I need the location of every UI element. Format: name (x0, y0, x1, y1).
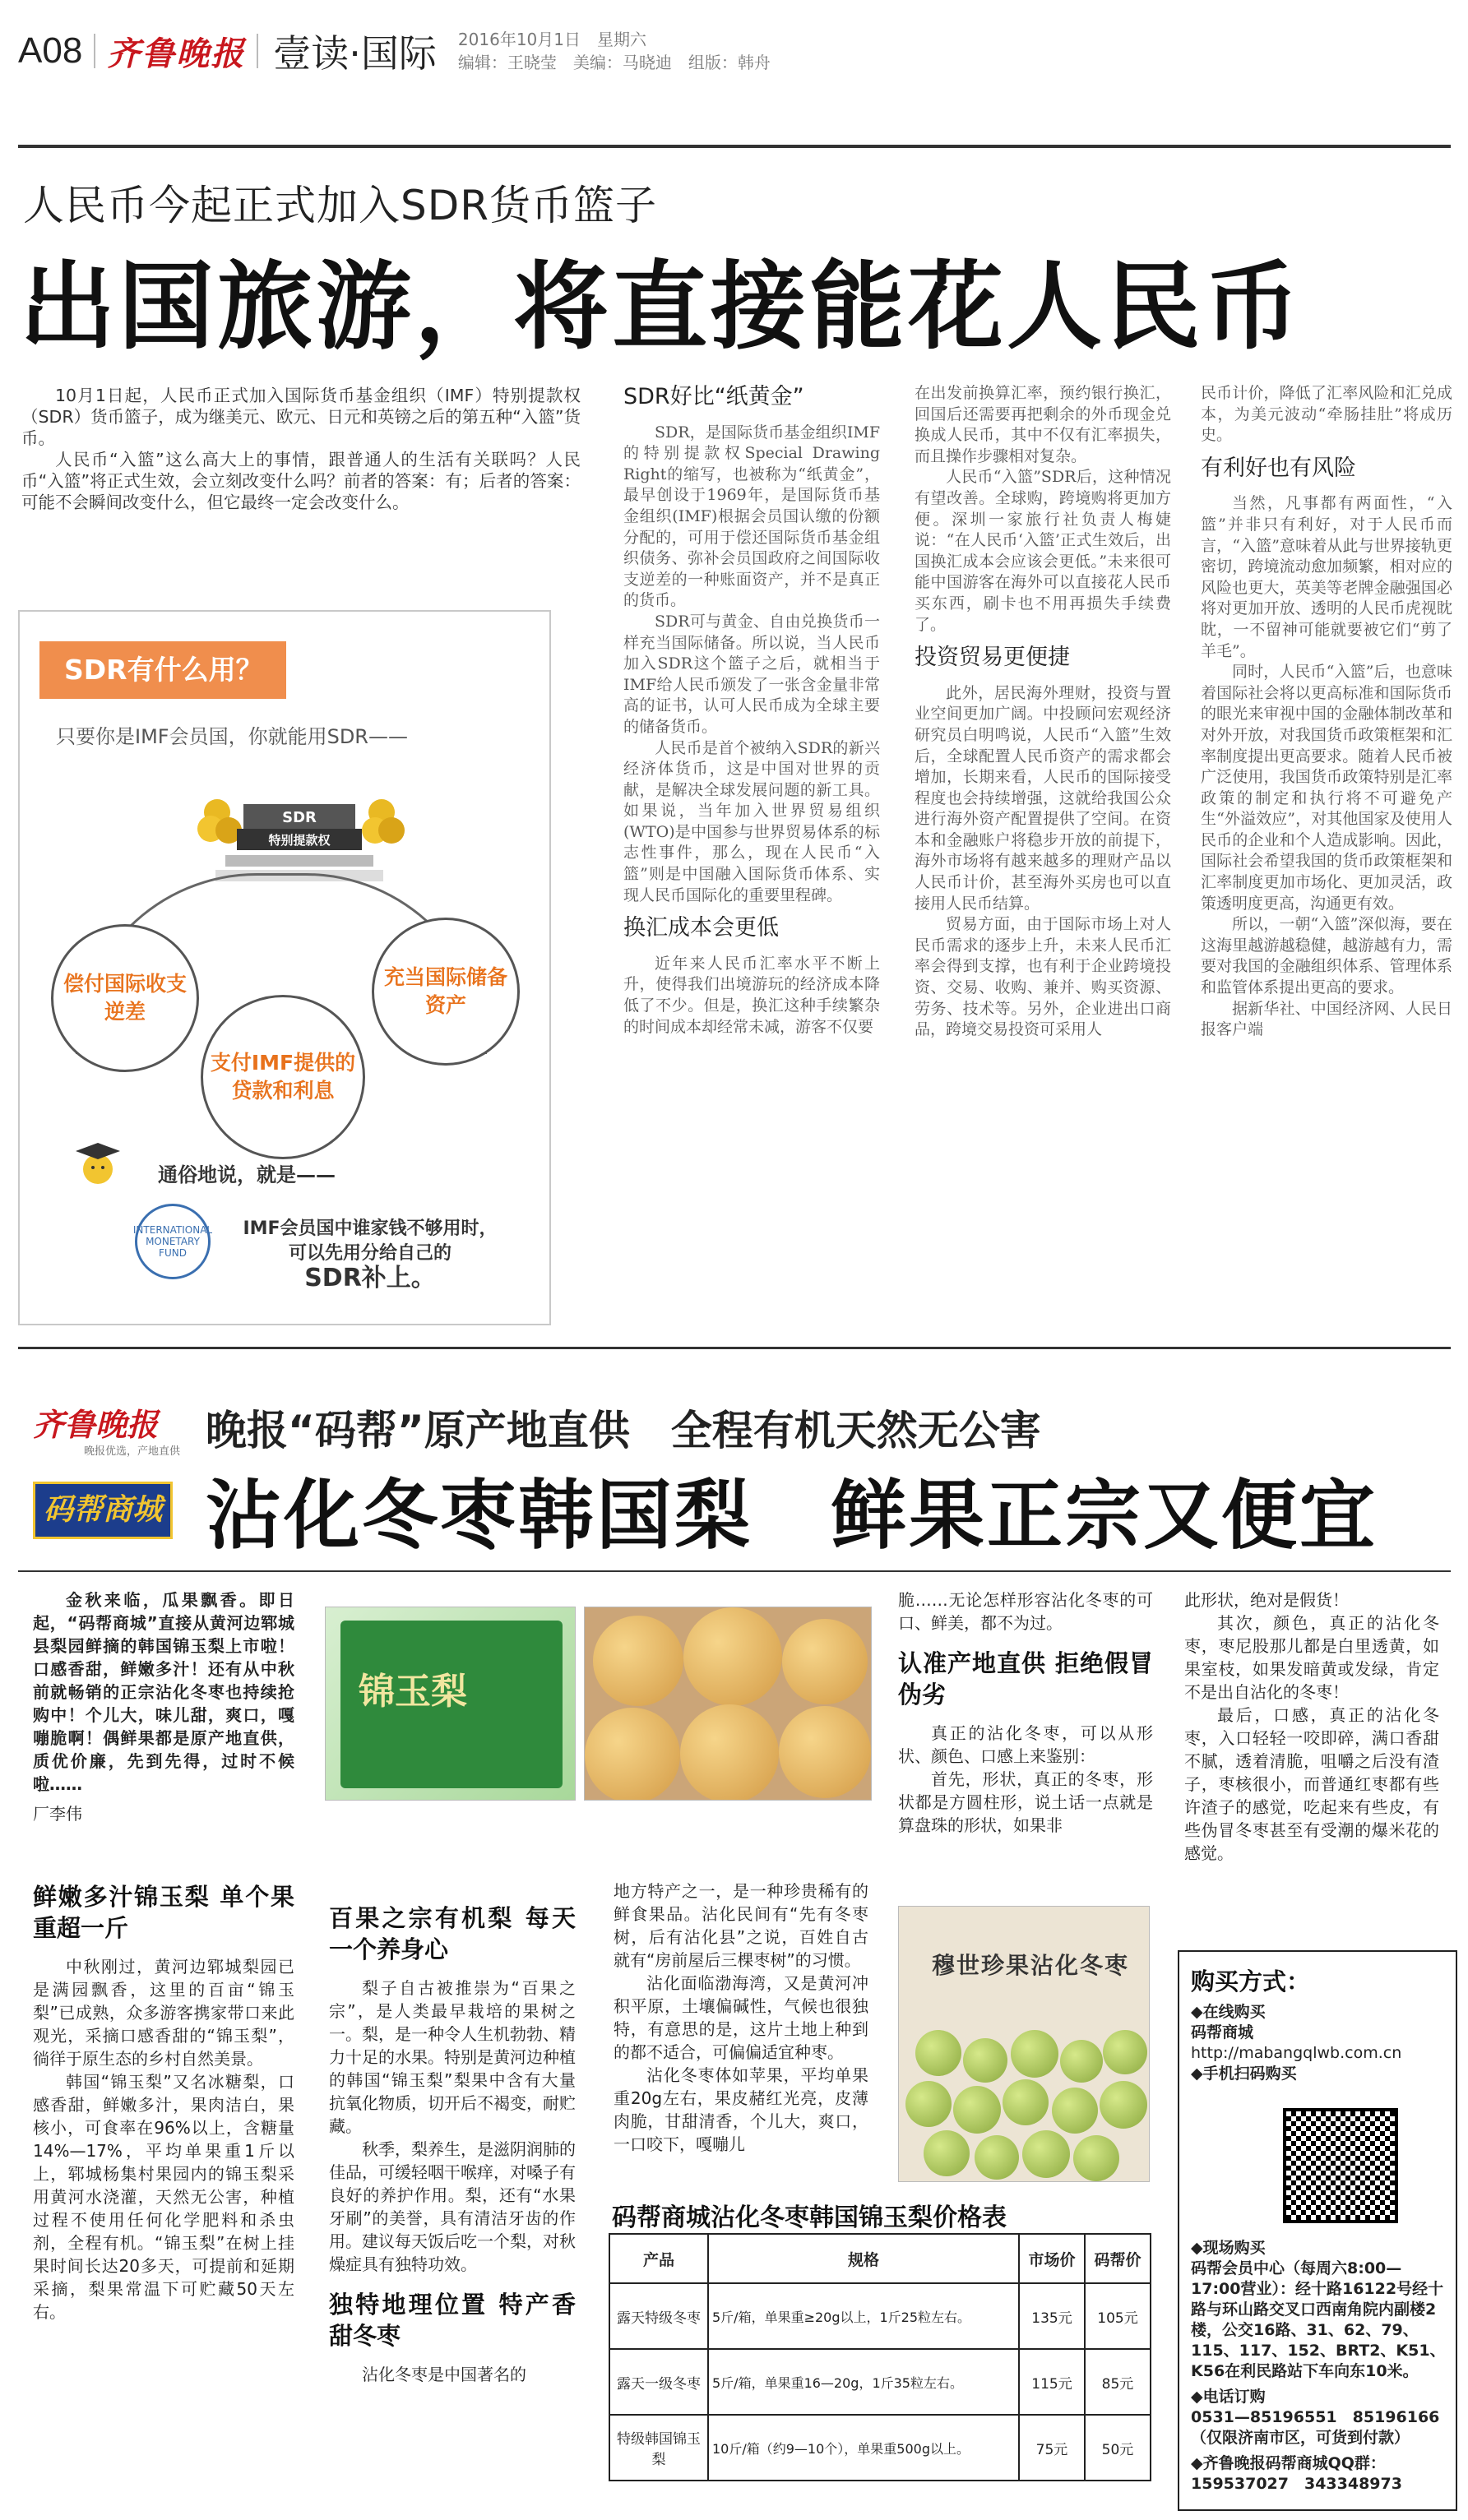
section-heading: 鲜嫩多汁锦玉梨 单个果重超一斤 (33, 1883, 294, 1942)
table-header-row (609, 2234, 1151, 2283)
paragraph: 梨子自古被推崇为“百果之宗”，是人类最早栽培的果树之一。梨，是一种令人生机勃勃、精力十足的水果。特别是黄河边种植的韩国“锦玉梨”梨果中含有大量抗氧化物质，切开后不褐变，耐贮藏。 (329, 1978, 576, 2136)
pears-photo (584, 1607, 872, 1801)
cell-spec: 5斤/箱，单果重≥20g以上，1斤25粒左右。 (708, 2283, 1019, 2349)
cell-market-price: 115元 (1019, 2349, 1085, 2415)
table-row (609, 2415, 1151, 2481)
ad-headline: 沾化冬枣韩国梨 鲜果正宗又便宜 (206, 1472, 1378, 1560)
gift-box-label: 锦玉梨 (359, 1671, 467, 1713)
price-table-title: 码帮商城沾化冬枣韩国锦玉梨价格表 (612, 2203, 1007, 2232)
paragraph: 沾化冬枣体如苹果，平均单果重20g左右，果皮赭红光亮，皮薄肉脆，甘甜清香，个儿大，爽口，一口咬下，嘎嘣儿 (614, 2065, 868, 2154)
divider (94, 34, 95, 68)
editor-credits: 编辑：王晓莹 美编：马晓迪 组版：韩舟 (457, 53, 771, 72)
story-column-1 (623, 386, 880, 1038)
phone-label: ◆电话订购 (1191, 2388, 1266, 2406)
qq-text: 159537027 343348973 (1191, 2475, 1402, 2493)
paragraph: 所以，一朝“入篮”深似海，要在这海里越游越稳健，越游越有力，需要对我国的金融组织体系、管理体系和监管体系提出更高的要求。 (1201, 915, 1452, 997)
pear-gift-box-photo (325, 1607, 576, 1801)
column-header: 码帮价 (1085, 2234, 1151, 2283)
ad-paper-logo: 齐鲁晚报 (33, 1406, 159, 1443)
ad-subheadline: 晚报“码帮”原产地直供 全程有机天然无公害 (206, 1407, 1041, 1454)
jujube-photo-caption: 穆世珍果沾化冬枣 (932, 1952, 1130, 1979)
section-heading: 独特地理位置 特产香甜冬枣 (329, 2291, 576, 2350)
paragraph: 中秋刚过，黄河边郓城梨园已是满园飘香，这里的百亩“锦玉梨”已成熟，众多游客携家带口来此观光，采摘口感香甜的“锦玉梨”，徜徉于原生态的乡村自然美景。 (33, 1957, 294, 2069)
paragraph: 人民币“入篮”SDR后，这种情况有望改善。全球购，跨境购将更加方便。深圳一家旅行社负责人梅婕说：“在人民币‘入篮’正式生效后，出国换汇成本会应该会更低。”未来很可能中国游客在海外可以直接花人民币买东西，刷卡也不用再损失手续费了。 (915, 468, 1171, 634)
paragraph: 人民币“入篮”这么高大上的事情，跟普通人的生活有关联吗？人民币“入篮”将正式生效，会立刻改变什么吗？前者的答案：有；后者的答案：可能不会瞬间改变什么，但它最终一定会改变什么。 (21, 450, 581, 512)
paragraph: 人民币是首个被纳入SDR的新兴经济体货币，这是中国对世界的贡献，是解决全球发展问题的新工具。如果说，当年加入世界贸易组织(WTO)是中国参与世界贸易体系的标志性事件，那么，现在人民币“入篮”则是中国融入国际货币体系、实现人民币国际化的重要里程碑。 (623, 738, 880, 904)
column-header: 市场价 (1019, 2234, 1085, 2283)
edition-meta (458, 28, 771, 74)
section-heading: SDR好比“纸黄金” (623, 384, 804, 409)
story-column-3 (1201, 383, 1452, 1041)
paragraph: 此形状，绝对是假货！ (1184, 1590, 1349, 1610)
paper-logo: 齐鲁晚报 (107, 34, 246, 73)
paragraph: 同时，人民币“入篮”后，也意味着国际社会将以更高标准和国际货币的眼光来审视中国的金融体制改革和对外开放，对我国货币政策框架和汇率制度提出更高要求。随着人民币被广泛使用，我国货币政策特别是汇率政策的制定和执行将不可避免产生“外溢效应”，对其他国家及使用人民币的企业和个人造成影响。因此，国际社会希望我国的货币政策框架和汇率制度更加市场化、更加灵活，政策透明度更高，沟通更有效。 (1201, 663, 1452, 913)
section-heading: 百果之宗有机梨 每天一个养身心 (329, 1904, 576, 1963)
qr-code-icon[interactable] (1283, 2108, 1398, 2223)
section-heading: 换汇成本会更低 (623, 915, 779, 941)
ad-intro (33, 1588, 294, 1825)
paragraph: 最后，口感，真正的沾化冬枣，入口轻轻一咬即碎，满口香甜不腻，透着清脆，咀嚼之后没有渣子，枣核很小，而普通红枣都有些许渣子的感觉，吃起来有些皮，有些伪冒冬枣甚至有受潮的爆米花的感觉。 (1184, 1705, 1439, 1863)
imf-seal-icon: INTERNATIONAL MONETARY FUND (135, 1204, 211, 1279)
phone-text: 0531—85196551 85196166（仅限济南市区，可货到付款） (1191, 2408, 1440, 2447)
jujube-photo (898, 1906, 1150, 2182)
cell-spec: 10斤/箱（约9—10个），单果重500g以上。 (708, 2415, 1019, 2481)
ad-column-3 (614, 1880, 868, 2156)
mabang-mall-badge: 码帮商城 (33, 1482, 173, 1539)
cell-mabang-price: 105元 (1085, 2283, 1151, 2349)
source-credit: 据新华社、中国经济网、人民日报客户端 (1201, 999, 1452, 1039)
divider (257, 34, 258, 68)
headline: 出国旅游，将直接能花人民币 (20, 252, 1303, 363)
ad-column-5 (1184, 1588, 1439, 1865)
paragraph: 近年来人民币汇率水平不断上升，使得我们出境游玩的经济成本降低了不少。但是，换汇这种手续繁杂的时间成本却经常未减，游客不仅要 (623, 954, 880, 1036)
cell-product: 露天一级冬枣 (609, 2349, 708, 2415)
section-heading: 有利好也有风险 (1201, 455, 1356, 481)
store-label: ◆现场购买 (1191, 2239, 1266, 2257)
mobile-label: ◆手机扫码购买 (1191, 2065, 1297, 2083)
paragraph: 地方特产之一，是一种珍贵稀有的鲜食果品。沾化民间有“先有冬枣树，后有沾化县”之说，百姓自古就有“房前屋后三棵枣树”的习惯。 (614, 1881, 868, 1970)
section-heading: 认准产地直供 拒绝假冒伪劣 (898, 1649, 1153, 1709)
column-header: 规格 (708, 2234, 1019, 2283)
online-label: ◆在线购买 (1191, 2003, 1266, 2021)
online-name: 码帮商城 (1191, 2023, 1254, 2041)
paragraph: 其次，颜色，真正的沾化冬枣，枣尼股那儿都是白里透黄，如果室枝，如果发暗黄或发绿，肯定不是出自沾化的冬枣！ (1184, 1613, 1439, 1702)
cell-mabang-price: 85元 (1085, 2349, 1151, 2415)
paragraph: SDR，是国际货币基金组织IMF的特别提款权Special Drawing Right的缩写，也被称为“纸黄金”，最早创设于1969年，是国际货币基金组织(IMF)根据会员国认缴的份额分配的，可用于偿还国际货币基金组织债务、弥补会员国政府之间国际收支逆差的一种账面资产，并不是真正的货币。 (623, 423, 880, 610)
platform-label: SDR (282, 809, 317, 826)
paragraph: 沾化面临渤海湾，又是黄河冲积平原，土壤偏碱性，气候也很独特，有意思的是，这片土地上种到的都不适合，可偏偏适宜种枣。 (614, 1973, 868, 2062)
subheadline: 人民币今起正式加入SDR货币篮子 (23, 182, 657, 229)
section-heading: 投资贸易更便捷 (915, 645, 1070, 671)
circle-left: 偿付国际收支逆差 (51, 924, 199, 1072)
cell-product: 露天特级冬枣 (609, 2283, 708, 2349)
cell-spec: 5斤/箱，单果重16—20g，1斤35粒左右。 (708, 2349, 1019, 2415)
paragraph: 当然，凡事都有两面性，“入篮”并非只有利好，对于人民币而言，“入篮”意味着从此与世界接轨更密切，跨境流动愈加频繁，相对应的风险也更大，英美等老牌金融强国必将对更加开放、透明的人民币虎视眈眈，一不留神可能就要被它们“剪了羊毛”。 (1201, 494, 1452, 660)
purchase-title: 购买方式： (1191, 1967, 1311, 1995)
story-column-2 (915, 383, 1171, 1041)
paragraph: 在出发前换算汇率，预约银行换汇，回国后还需要再把剩余的外币现金兑换成人民币，其中不仅有汇率损失，而且操作步骤相对复杂。 (915, 384, 1171, 465)
paragraph: 秋季，梨养生，是滋阴润肺的佳品，可缓轻咽干喉痒，对嗓子有良好的养护作用。梨，还有“水果牙刷”的美誉，具有清洁牙齿的作用。建议每天饭后吃一个梨，对秋燥症具有独特功效。 (329, 2139, 576, 2274)
qq-label: ◆齐鲁晚报码帮商城QQ群： (1191, 2454, 1386, 2472)
paragraph: 真正的沾化冬枣，可以从形状、颜色、口感上来鉴别： (898, 1723, 1153, 1766)
table-row (609, 2283, 1151, 2349)
graduate-icon (69, 1138, 127, 1187)
sdr-infographic (18, 610, 551, 1325)
paragraph: 金秋来临，瓜果飘香。即日起，“码帮商城”直接从黄河边郓城县梨园鲜摘的韩国锦玉梨上市啦！口感香甜，鲜嫩多汁！还有从中秋前就畅销的正宗沾化冬枣也持续抢购中！个儿大，味儿甜，爽口，嘎嘣脆啊！偶鲜果都是原产地直供，质优价廉，先到先得，过时不候啦…… (33, 1590, 294, 1794)
paragraph: SDR可与黄金、自由兑换货币一样充当国际储备。所以说，当人民币加入SDR这个篮子之后，就相当于IMF给人民币颁发了一张含金量非常高的证书，认可人民币成为全球主要的储备货币。 (623, 612, 880, 736)
page-number: A08 (18, 30, 83, 71)
ad-column-4 (898, 1588, 1153, 1837)
infographic-plain-text: 通俗地说，就是—— (158, 1163, 336, 1186)
ad-column-1 (33, 1868, 294, 2323)
paragraph: 此外，居民海外理财，投资与置业空间更加广阔。中投顾问宏观经济研究员白明鸣说，人民币“入篮”生效后，全球配置人民币资产的需求都会增加，长期来看，人民币的国际接受程度也会持续增强，这就给我国公众进行海外资产配置提供了空间。在资本和金融账户将稳步开放的前提下，海外市场将有越来越多的理财产品以人民币计价，甚至海外买房也可以直接用人民币结算。 (915, 683, 1171, 913)
purchase-details (1191, 2238, 1446, 2495)
platform-band: 特别提款权 (268, 833, 331, 848)
cell-mabang-price: 50元 (1085, 2415, 1151, 2481)
paragraph: 贸易方面，由于国际市场上对人民币需求的逐步上升，未来人民币汇率会得到支撑，也有利于企业跨境投资、交易、收购、兼并、购买资源、劳务、技术等。另外，企业进出口商品，跨境交易投资可采用人 (915, 915, 1171, 1039)
paragraph: 首先，形状，真正的冬枣，形状都是方圆柱形，说土话一点就是算盘珠的形状，如果非 (898, 1769, 1153, 1835)
issue-date: 2016年10月1日 星期六 (457, 30, 646, 49)
ad-column-2 (329, 1889, 576, 2386)
table-row (609, 2349, 1151, 2415)
infographic-tag: SDR有什么用？ (39, 641, 286, 699)
cell-product: 特级韩国锦玉梨 (609, 2415, 708, 2481)
cell-market-price: 75元 (1019, 2415, 1085, 2481)
infographic-intro: 只要你是IMF会员国，你就能用SDR—— (56, 725, 408, 748)
cell-market-price: 135元 (1019, 2283, 1085, 2349)
store-text: 码帮会员中心（每周六8:00—17:00营业）：经十路16122号经十路与环山路交叉口西南角院内副楼2楼，公交16路、31、62、79、115、117、152、BRT2、K51、K56在利民路站下车向东10米。 (1191, 2259, 1446, 2380)
circle-right: 充当国际储备资产 (372, 918, 520, 1066)
paragraph: 沾化冬枣是中国著名的 (362, 2365, 526, 2384)
masthead (18, 26, 1451, 76)
byline: 厂李伟 (33, 1804, 82, 1824)
online-url[interactable]: http://mabangqlwb.com.cn (1191, 2044, 1402, 2062)
header-rule (18, 145, 1451, 148)
section-title: 壹读·国际 (273, 31, 437, 76)
paragraph: 韩国“锦玉梨”又名冰糖梨，口感香甜，鲜嫩多汁，果肉洁白，果核小，可食率在96%以上，含糖量14%—17%，平均单果重1斤以上，郓城杨集村果园内的锦玉梨采用黄河水浇灌，天然无公害，种植过程不使用任何化学肥料和杀虫剂，全程有机。“锦玉梨”在树上挂果时间长达20多天，可提前和延期采摘，梨果常温下可贮藏50天左右。 (33, 2072, 294, 2322)
ad-rule (18, 1570, 1451, 1572)
section-rule (18, 1347, 1451, 1349)
price-table (609, 2233, 1151, 2481)
circle-middle: 支付IMF提供的贷款和利息 (201, 995, 365, 1159)
lead-paragraphs (21, 385, 581, 513)
paragraph: 民币计价，降低了汇率风险和汇兑成本，为美元波动“牵肠挂肚”将成历史。 (1201, 384, 1452, 445)
paragraph: 脆……无论怎样形容沾化冬枣的可口、鲜美，都不为过。 (898, 1590, 1153, 1633)
infographic-conclusion: IMF会员国中谁家钱不够用时， 可以先用分给自己的 SDR补上。 (243, 1218, 498, 1292)
column-header: 产品 (609, 2234, 708, 2283)
purchase-info-box (1178, 1950, 1457, 2511)
ad-logo-slogan: 晚报优选，产地直供 (84, 1445, 181, 1458)
paragraph: 10月1日起，人民币正式加入国际货币基金组织（IMF）特别提款权（SDR）货币篮子，成为继美元、欧元、日元和英镑之后的第五种“入篮”货币。 (21, 386, 581, 448)
